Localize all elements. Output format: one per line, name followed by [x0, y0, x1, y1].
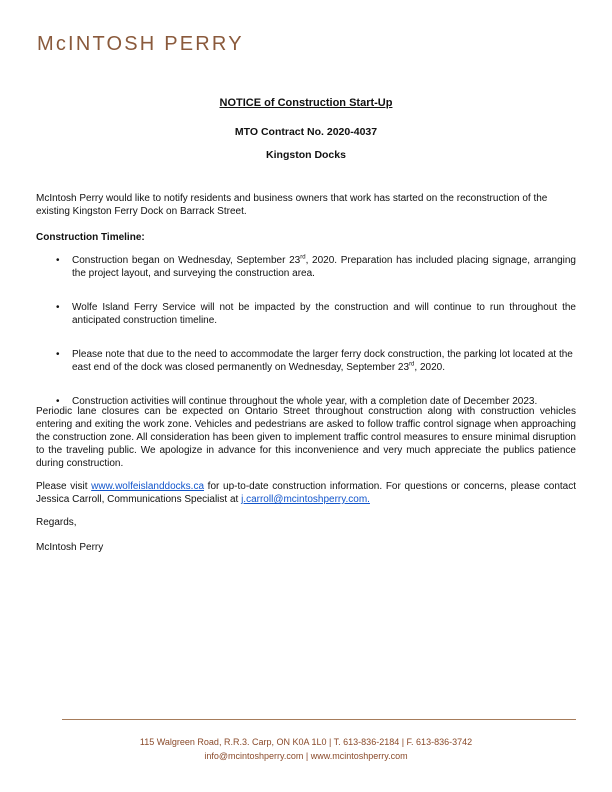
footer-divider — [62, 719, 576, 720]
site-name: Kingston Docks — [266, 149, 346, 161]
website-link[interactable]: www.wolfeislanddocks.ca — [91, 481, 204, 492]
list-item: • Please note that due to the need to accommodate the larger ferry dock construction, the parking lot located at the east end of the dock was closed permanently on Wednesday, September 23rd, 2020. — [36, 348, 576, 374]
timeline-heading: Construction Timeline: — [36, 232, 145, 243]
lane-closures-paragraph: Periodic lane closures can be expected on Ontario Street throughout construction along with construction vehicles entering and exiting the work zone. Vehicles and pedestrians are asked to follow traffic control signage when approaching the construction zone. All consideration has been given to implement traffic control measures to ensure minimal disruption to the traveling public. We apologize in advance for this inconvenience and very much appreciate the publics patience during construction. — [36, 406, 576, 469]
email-link[interactable]: j.carroll@mcintoshperry.com. — [241, 494, 370, 505]
notice-title: NOTICE of Construction Start-Up — [219, 97, 393, 109]
regards-text: Regards, — [36, 517, 77, 528]
list-item: • Construction began on Wednesday, September 23rd, 2020. Preparation has included placing signage, arranging the project layout, and surveying the construction area. — [36, 254, 576, 280]
list-item: • Construction activities will continue throughout the whole year, with a completion date of December 2023. — [36, 395, 576, 408]
contract-number: MTO Contract No. 2020-4037 — [234, 126, 378, 138]
list-item: • Wolfe Island Ferry Service will not be impacted by the construction and will continue to run throughout the anticipated construction timeline. — [36, 301, 576, 327]
timeline-list — [36, 254, 576, 429]
footer-address: 115 Walgreen Road, R.R.3. Carp, ON K0A 1L0 | T. 613-836-2184 | F. 613-836-3742 — [139, 737, 473, 747]
intro-paragraph: McIntosh Perry would like to notify residents and business owners that work has started on the reconstruction of the existing Kingston Ferry Dock on Barrack Street. — [36, 193, 548, 217]
company-logo: McINTOSH PERRY — [37, 33, 244, 55]
footer-contact: info@mcintoshperry.com | www.mcintoshperry.com — [204, 751, 408, 761]
signoff-text: McIntosh Perry — [36, 542, 104, 553]
contact-paragraph: Please visit www.wolfeislanddocks.ca for up-to-date construction information. For questions or concerns, please contact Jessica Carroll, Communications Specialist at j.carroll@mcintoshperry.com. — [36, 481, 577, 505]
